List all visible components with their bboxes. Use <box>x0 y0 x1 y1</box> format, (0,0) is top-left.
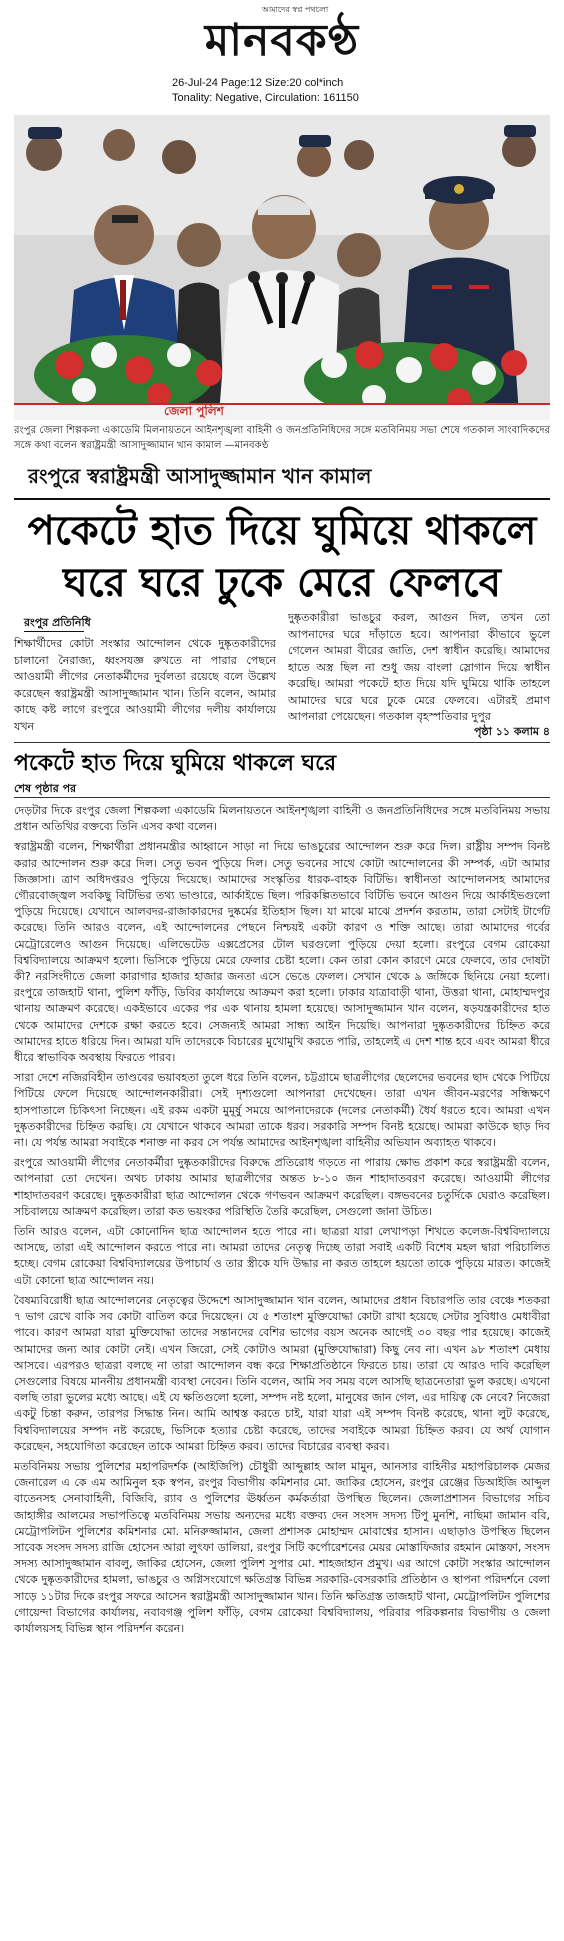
body-paragraph: বৈষম্যবিরোধী ছাত্র আন্দোলনের নেতৃত্বের উদ্দেশে আসাদুজ্জামান খান বলেন, আমাদের প্রধান বিচারপতি তার বেঞ্চে শতকরা ৭ ভাগ রেখে বাকি সব কোটা বাতিল করে দিয়েছেন। যে ৫ শতাংশ মুক্তিযোদ্ধা কোটা রাখা হয়েছে সেটার সুবিধাও মেধাবীরা পাবে। কারণ আমরা যারা মুক্তিযোদ্ধা তাদের সন্তানদের বেশির ভাগের বয়স অনেক আগেই ৩০ বছর পার হয়েছে। কাজেই আমাদের জন্য আর কোটা নেই। এখন জিরো, সেই কোটাও আমরা (মুক্তিযোদ্ধারা) কিছু নেব না। এখন ৯৮ শতাংশ মেধায় আসবে। এরপরও ছাত্ররা বলছে না তারা আন্দোলন বন্ধ করে শিক্ষাপ্রতিষ্ঠানে ফিরতে চায়। তারা যে আরও দাবি করেছিল সেগুলোর বিষয়ে মাননীয় প্রধানমন্ত্রী ব্যবস্থা নেবেন। তিনি বলেন, আমি সব সময় বলে আসছি ছাত্রনেতারা ভুল করছে। এখনো বলছি তারা ভুলের মধ্যে আছে। এই যে ক্ষতিগুলো হলো, সম্পদ নষ্ট হলো, মানুষের জান গেল, এর দায়িত্ব কে নেবে? নিজেরা একটু চিন্তা করুন, তারপর সিদ্ধান্ত নিন। আমি আশ্বস্ত করতে চাই, যারা যারা এই সম্পদ বিনষ্ট করেছে, থানা লুট করেছে, বিশ্ববিদ্যালয়ের সম্পদ নষ্ট করেছে, ভিসিকে হত্যার চেষ্টা করেছে, তাদের সবাইকে আমরা চিহ্নিত করব। যে অর্থ যোগান করেছেন, সহযোগিতা করেছেন তাকে আমরা চিহ্নিত করব। তাদের বিচারের ব্যবস্থা করব। <box>14 1293 550 1453</box>
body-paragraph: তিনি আরও বলেন, এটা কোনোদিন ছাত্র আন্দোলন হতে পারে না। ছাত্ররা যারা লেখাপড়া শিখতে কলেজ-বিশ্ববিদ্যালয়ে আসছে, তারা এই আন্দোলন করতে পারে না। আমরা তাদের নেতৃত্ব দিচ্ছে তারা সবাই একটি বিশেষ মহল দ্বারা পরিচালিত হচ্ছে। বেগম রোকেয়া বিশ্ববিদ্যালয়ের উপাচার্য ও তার স্ত্রীকে যদি উদ্ধার না করত তাহলে হয়তো তাকে পুড়িয়ে মারত। কাজেই এটা কোনো ছাত্র আন্দোলন নয়। <box>14 1225 550 1287</box>
lead-column-left: শিক্ষার্থীদের কোটা সংস্কার আন্দোলন থেকে দুষ্কৃতকারীদের চালানো নৈরাজ্য, ধ্বংসযজ্ঞ রুখতে না পারার পেছনে আওয়ামী লীগের নেতাকর্মীদের দুর্বলতা রয়েছে বলে উল্লেখ করেছেন স্বরাষ্ট্রমন্ত্রী আসাদুজ্জামান খান। তিনি বলেন, আমার কাছে কষ্ট লাগে রংপুরে আওয়ামী লীগের দলীয় কার্যালয়ে যখন <box>14 637 276 733</box>
news-photo <box>14 115 550 420</box>
headline-line-2: ঘরে ঘরে ঢুকে মেরে ফেলবে <box>62 559 502 606</box>
byline-underline <box>24 631 84 632</box>
body-paragraph: সারা দেশে নজিরবিহীন তাণ্ডবের ভয়াবহতা তুলে ধরে তিনি বলেন, চট্টগ্রামে ছাত্রলীগের ছেলেদের ভবনের ছাদ থেকে পিটিয়ে পিটিয়ে ফেলে দিয়েছে আন্দোলনকারীরা। সেই দৃশ্যগুলো আপনারা দেখেছেন। তারা এখন জীবন-মরণের সন্ধিক্ষণে হাসপাতালে চিকিৎসা নিচ্ছেন। এই রকম একটা মুমূর্ষু সময়ে আপনাদেরকে (দলের নেতাকর্মী) ধৈর্য ধরতে হবে। আমরা এখন দুষ্কৃতকারীদের চিহ্নিত করছি। যে যেখানে থাকবে আমরা তাকে ধরব। সরকারি সম্পদ বিনষ্ট হয়েছে। আমরা কাউকে ছাড় দিব না। যে পর্যন্ত আমরা সবাইকে শনাক্ত না করব সে পর্যন্ত আমাদের আইনশৃঙ্খলা বাহিনীর অভিযান অব্যাহত থাকবে। <box>14 1071 550 1150</box>
body-paragraph: রংপুরে আওয়ামী লীগের নেতাকর্মীরা দুষ্কৃতকারীদের বিরুদ্ধে প্রতিরোধ গড়তে না পারায় ক্ষোভ প্রকাশ করে স্বরাষ্ট্রমন্ত্রী বলেন, আপনারা তো দেখেন। অথচ ঢাকায় আমার ছাত্রলীগের অন্তত ৮-১০ জন শাহাদাতবরণ করেছে। আওয়ামী লীগের শাহাদাতবরণ করেছে। দুষ্কৃতকারীরা ছাত্র আন্দোলন থেকে গণভবন আক্রমণ করেছিল। বঙ্গভবনের চতুর্দিকে ঘেরাও করেছিল। সচিবালয়ে আক্রমণ করেছিল। তারা কত ভয়ংকর পরিস্থিতি তৈরি করেছিল, সেগুলো জানা উচিত। <box>14 1156 550 1218</box>
headline-line-1: পকেটে হাত দিয়ে ঘুমিয়ে থাকলে <box>27 507 537 554</box>
continuation-divider <box>14 797 550 798</box>
newspaper-logo <box>150 10 414 72</box>
body-paragraph: দেড়টার দিকে রংপুর জেলা শিল্পকলা একাডেমি মিলনায়তনে আইনশৃঙ্খলা বাহিনী ও জনপ্রতিনিধিদের সঙ্গে মতবিনিময় সভায় প্রধান অতিথির বক্তব্যে তিনি এসব কথা বলেন। <box>14 804 550 834</box>
masthead <box>0 0 564 112</box>
continuation-title: পকেটে হাত দিয়ে ঘুমিয়ে থাকলে ঘরে <box>14 750 337 776</box>
article-headline <box>14 505 550 609</box>
photo-caption: রংপুর জেলা শিল্পকলা একাডেমি মিলনায়তনে আইনশৃঙ্খলা বাহিনী ও জনপ্রতিনিধিদের সঙ্গে মতবিনিময় সভা শেষে গতকাল সাংবাদিকদের সঙ্গে কথা বলেন স্বরাষ্ট্রমন্ত্রী আসাদুজ্জামান খান কামাল —মানবকণ্ঠ <box>14 425 550 451</box>
article-kicker: রংপুরে স্বরাষ্ট্রমন্ত্রী আসাদুজ্জামান খান কামাল <box>28 464 372 488</box>
clipping-meta-date: 26-Jul-24 Page:12 Size:20 col*inch <box>172 77 344 89</box>
section-divider <box>14 742 550 743</box>
logo-text: মানবকণ্ঠ <box>204 15 360 66</box>
masthead-tagline: আমাদের স্বপ্ন পথচলা <box>261 5 329 14</box>
jump-reference: পৃষ্ঠা ১১ কলাম ৪ <box>474 725 550 738</box>
article-byline: রংপুর প্রতিনিধি <box>24 616 91 629</box>
photo-banner-text: জেলা পুলিশ <box>164 404 224 418</box>
continuation-body <box>14 803 550 1641</box>
clipping-meta-tonality: Tonality: Negative, Circulation: 161150 <box>172 92 359 104</box>
lead-column-right: দুষ্কৃতকারীরা ভাঙচুর করল, আগুন দিল, তখন তো আপনাদের ঘরে দাঁড়াতে হবে। আপনারা কীভাবে ভুলে গেলেন আমরা বীরের জাতি, দেশ স্বাধীন করেছি। আমাদের হাতে অস্ত্র ছিল না শুধু জয় বাংলা স্লোগান দিয়ে স্বাধীন করেছি। আমরা পকেটে হাত দিয়ে যদি ঘুমিয়ে থাকি তাহলে আমাদের ঘরে ঘরে ঢুকে মেরে ফেলবে। এটারই প্রমাণ আপনারা পেয়েছেন। গতকাল বৃহস্পতিবার দুপুর <box>288 611 550 723</box>
body-paragraph: মতবিনিময় সভায় পুলিশের মহাপরিদর্শক (আইজিপি) চৌধুরী আব্দুল্লাহ আল মামুন, আনসার বাহিনীর মহাপরিচালক মেজর জেনারেল এ কে এম আমিনুল হক স্বপন, রংপুর বিভাগীয় কমিশনার মো. জাকির হোসেন, রংপুর রেঞ্জের ডিআইজি আব্দুল বাতেনসহ সেনাবাহিনী, বিজিবি, র‍্যাব ও পুলিশের ঊর্ধ্বতন কর্মকর্তারা উপস্থিত ছিলেন। জেলাপ্রশাসন বিভাগের সচিব জাহাঙ্গীর আলমের সভাপতিত্বে মতবিনিময় সভায় অন্যদের মধ্যে বক্তব্য দেন সংসদ সদস্য টিপু মুনশি, নাছিমা জামান ববি, মেট্রোপলিটন পুলিশের কমিশনার মো. মনিরুজ্জামান, জেলা প্রশাসক মোহাম্মদ মোবাশ্বের হাসান। এছাড়াও উপস্থিত ছিলেন সাবেক সংসদ সদস্য রাজি হোসেন আরা লুৎফা ডালিয়া, রংপুর সিটি কর্পোরেশনের মেয়র মোস্তাফিজার রহমান মোস্তফা, সংসদ সদস্য আসাদুজ্জামান বাবলু, জাকির হোসেন, জেলা পুলিশ সুপার মো. শাহজাহান প্রমুখ। এর আগে কোটা সংস্কার আন্দোলন থেকে দুষ্কৃতকারীদের হামলা, ভাঙচুর ও অগ্নিসংযোগে ক্ষতিগ্রস্ত বিভিন্ন সরকারি-বেসরকারি প্রতিষ্ঠান ও স্থাপনা পরিদর্শনে বেলা সাড়ে ১১টার দিকে রংপুর সফরে আসেন স্বরাষ্ট্রমন্ত্রী আসাদুজ্জামান খান। তিনি ক্ষতিগ্রস্ত তাজহাট থানা, মেট্রোপলিটন পুলিশের গোয়েন্দা বিভাগের কার্যালয়, নবাবগঞ্জ পুলিশ ফাঁড়ি, বেগম রোকেয়া বিশ্ববিদ্যালয়, পরিবার পরিকল্পনার বিভাগীয় ও জেলা কার্যালয়সহ বিভিন্ন স্থান পরিদর্শন করেন। <box>14 1459 550 1635</box>
continuation-source: শেষ পৃষ্ঠার পর <box>14 782 77 795</box>
kicker-divider <box>14 498 550 500</box>
photo-illustration <box>14 115 550 420</box>
body-paragraph: স্বরাষ্ট্রমন্ত্রী বলেন, শিক্ষার্থীরা প্রধানমন্ত্রীর আহ্বানে সাড়া না দিয়ে ভাঙচুরের আন্দোলন শুরু করে দিল। রাষ্ট্রীয় সম্পদ বিনষ্ট করার আন্দোলন শুরু করে দিল। সেতু ভবন পুড়িয়ে দিল। সেতু ভবনের সাথে কোটা আন্দোলনের কী সম্পর্ক, এটা আমার জিজ্ঞাসা। ত্রাণ অধিদপ্তরও পুড়িয়ে দিয়েছে। আমাদের সংস্কৃতির ধারক-বাহক বিটিভি। স্বাধীনতা আন্দোলনসহ আমাদের গৌরবোজ্জ্বল সবকিছু বিটিভির তথ্য ভাণ্ডারে, আর্কাইভে ছিল। পরিকল্পিতভাবে বিটিভি ভবনে আগুন দিয়ে আর্কাইভগুলো পুড়িয়ে দিয়েছে। যেখানে আলবদর-রাজাকারদের দুষ্কর্মের ইতিহাস ছিল। যা মাঝে মাঝে প্রদর্শন করতাম, তারা সেটাই টার্গেট করেছে। তিনি আরও বলেন, এই আন্দোলনের পেছনে নিশ্চয়ই একটা কারণ ও শক্তি আছে। তারা আমাদের গর্বের মেট্রোরেলেও আগুন দিয়েছে। এলিভেটেড এক্সপ্রেসের টোল ঘরগুলো পুড়িয়ে দেয়া হলো। রংপুরে বেগম রোকেয়া বিশ্ববিদ্যালয়ে আক্রমণ হলো। ভিসিকে পুড়িয়ে মেরে ফেলার চেষ্টা হলো। কেন তারা কোন কারণে মেরে ফেলবে, তার দোষটা কী? নরসিংদীতে জেলা কারাগার হাজার হাজার জনতা এসে ভেঙে ফেলল। সেখান থেকে ৯ জঙ্গিকে ছিনিয়ে নেয়া হলো। রংপুরে তাজহাট থানা, পুলিশ ফাঁড়ি, ডিবির কার্যালয়ে আক্রমণ করা হলো। ঢাকার যাত্রাবাড়ী থানা, উত্তরা থানা, মোহাম্মদপুর থানায় আক্রমণ করেছে। একইভাবে একের পর এক থানায় হামলা হয়েছে। আসাদুজ্জামান খান বলেন, ষড়যন্ত্রকারীদের হাত থেকে আমাদের দেশকে রক্ষা করতে হবে। সেজন্যই আমরা সান্ধ্য আইন দিয়েছি। আপনারা দুষ্কৃতকারীদের চিহ্নিত করে আমাদের হাতে ধরিয়ে দিন। আমরা যদি তাদেরকে বিচারের মুখোমুখি করতে পারি, তাহলেই এ দেশ শান্ত হবে এবং আমরা ধীরে ধীরে স্বাভাবিক অবস্থায় ফিরতে পারব। <box>14 840 550 1065</box>
